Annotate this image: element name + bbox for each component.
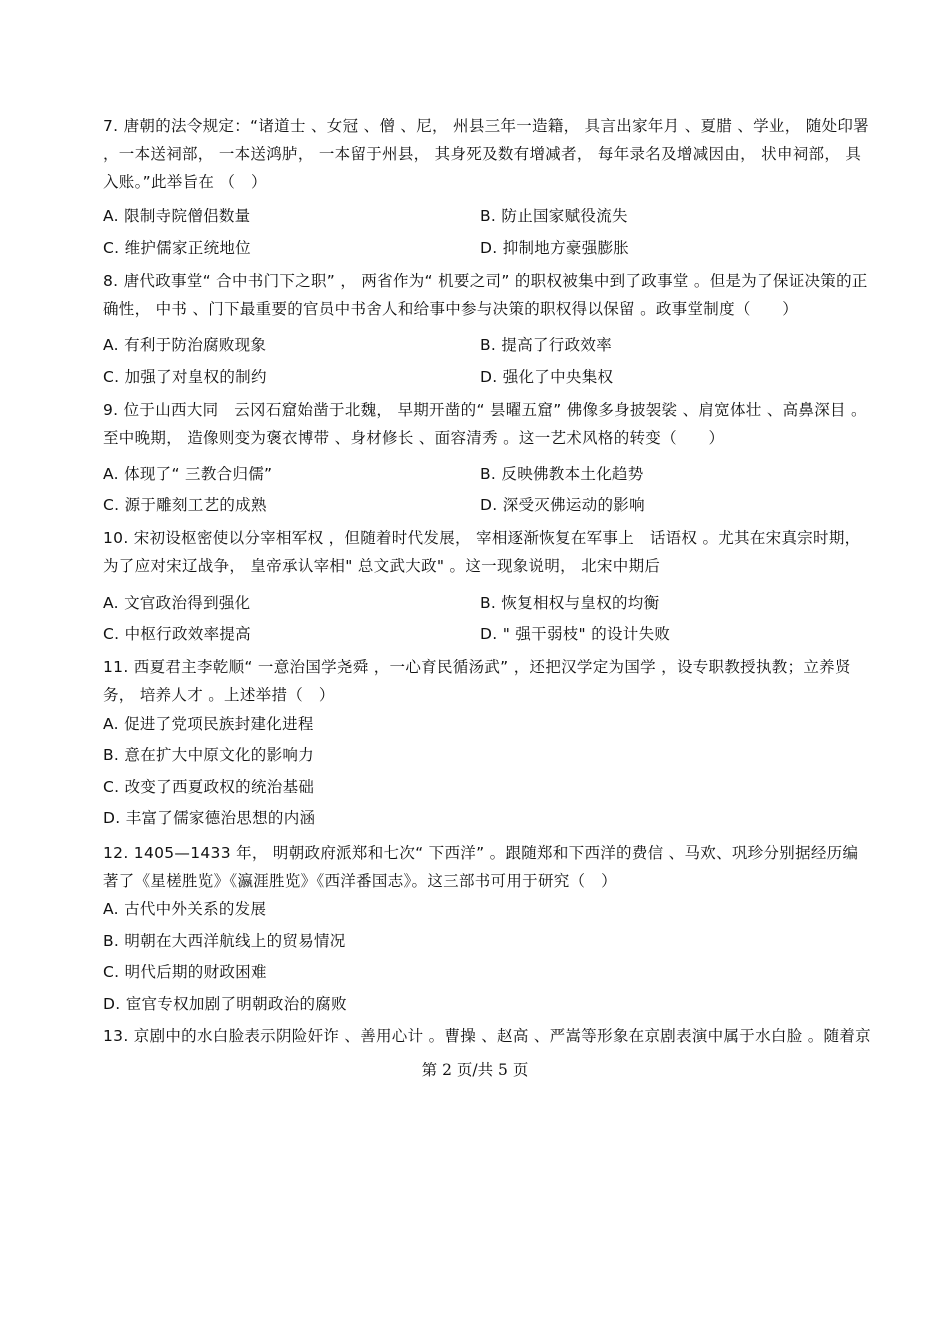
question-12-option-c: C. 明代后期的财政困难: [103, 963, 267, 981]
question-8-option-a: A. 有利于防治腐败现象: [103, 336, 267, 354]
question-7-option-b: B. 防止国家赋役流失: [480, 207, 628, 225]
question-8-option-b: B. 提高了行政效率: [480, 336, 612, 354]
question-11-stem: 11. 西夏君主李乾顺“ 一意治国学尧舜 ，一心育民循汤武” ，还把汉学定为国学 ，设专职教授执教；立养贤务， 培养人才 。上述举措（ ）: [103, 658, 851, 704]
question-10-option-b: B. 恢复相权与皇权的均衡: [480, 594, 660, 612]
question-8-stem: 8. 唐代政事堂“ 合中书门下之职” ， 两省作为“ 机要之司” 的职权被集中到了政事堂 。但是为了保证决策的正确性， 中书 、门下最重要的官员中书舍人和给事中参与决策的职权得以保留 。政事堂制度（ ）: [103, 272, 868, 318]
question-11-option-c: C. 改变了西夏政权的统治基础: [103, 778, 315, 796]
question-7-option-d: D. 抑制地方豪强膨胀: [480, 239, 630, 257]
question-9-option-c: C. 源于雕刻工艺的成熟: [103, 496, 267, 514]
question-9-stem: 9. 位于山西大同 云冈石窟始凿于北魏， 早期开凿的“ 昙曜五窟” 佛像多身披袈裟 、肩宽体壮 、高鼻深目 。至中晚期， 造像则变为褒衣博带 、身材修长 、面容清秀 。这一艺术风格的转变（ ）: [103, 401, 867, 447]
question-12-option-d: D. 宦官专权加剧了明朝政治的腐败: [103, 995, 347, 1013]
question-12-option-a: A. 古代中外关系的发展: [103, 900, 267, 918]
question-13-stem: 13. 京剧中的水白脸表示阴险奸诈 、善用心计 。曹操 、赵高 、严嵩等形象在京剧表演中属于水白脸 。随着京: [103, 1027, 871, 1045]
question-7-option-c: C. 维护儒家正统地位: [103, 239, 251, 257]
question-10-option-c: C. 中枢行政效率提高: [103, 625, 251, 643]
question-12-stem: 12. 1405—1433 年， 明朝政府派郑和七次“ 下西洋” 。跟随郑和下西洋的费信 、马欢、巩珍分别据经历编著了《星槎胜览》《瀛涯胜览》《西洋番国志》。这三部书可用于研究（ ）: [103, 844, 859, 890]
question-7-option-a: A. 限制寺院僧侣数量: [103, 207, 251, 225]
question-11-option-b: B. 意在扩大中原文化的影响力: [103, 746, 314, 764]
question-9-option-a: A. 体现了“ 三教合归儒”: [103, 465, 273, 483]
question-12-option-b: B. 明朝在大西洋航线上的贸易情况: [103, 932, 346, 950]
question-10-option-d: D. " 强干弱枝" 的设计失败: [480, 625, 671, 643]
question-10-stem: 10. 宋初设枢密使以分宰相军权 ，但随着时代发展， 宰相逐渐恢复在军事上 话语权 。尤其在宋真宗时期，为了应对宋辽战争， 皇帝承认宰相" 总文武大政" 。这一现象说明， 北宋中期后: [103, 529, 861, 575]
question-9-option-d: D. 深受灭佛运动的影响: [480, 496, 645, 514]
question-8-option-d: D. 强化了中央集权: [480, 368, 614, 386]
question-10-option-a: A. 文官政治得到强化: [103, 594, 251, 612]
question-7-stem: 7. 唐朝的法令规定：“诸道士 、女冠 、僧 、尼， 州县三年一造籍， 具言出家年月 、夏腊 、学业， 随处印署 ，一本送祠部， 一本送鸿胪， 一本留于州县， 其身死及数有增减者， 每年录名及增减因由， 状申祠部， 具入账。”此举旨在 （ ）: [103, 117, 869, 191]
question-11-option-a: A. 促进了党项民族封建化进程: [103, 715, 314, 733]
question-9-option-b: B. 反映佛教本土化趋势: [480, 465, 644, 483]
question-11-option-d: D. 丰富了儒家德治思想的内涵: [103, 809, 316, 827]
page-footer: 第 2 页/共 5 页: [421, 1061, 529, 1079]
question-8-option-c: C. 加强了对皇权的制约: [103, 368, 267, 386]
